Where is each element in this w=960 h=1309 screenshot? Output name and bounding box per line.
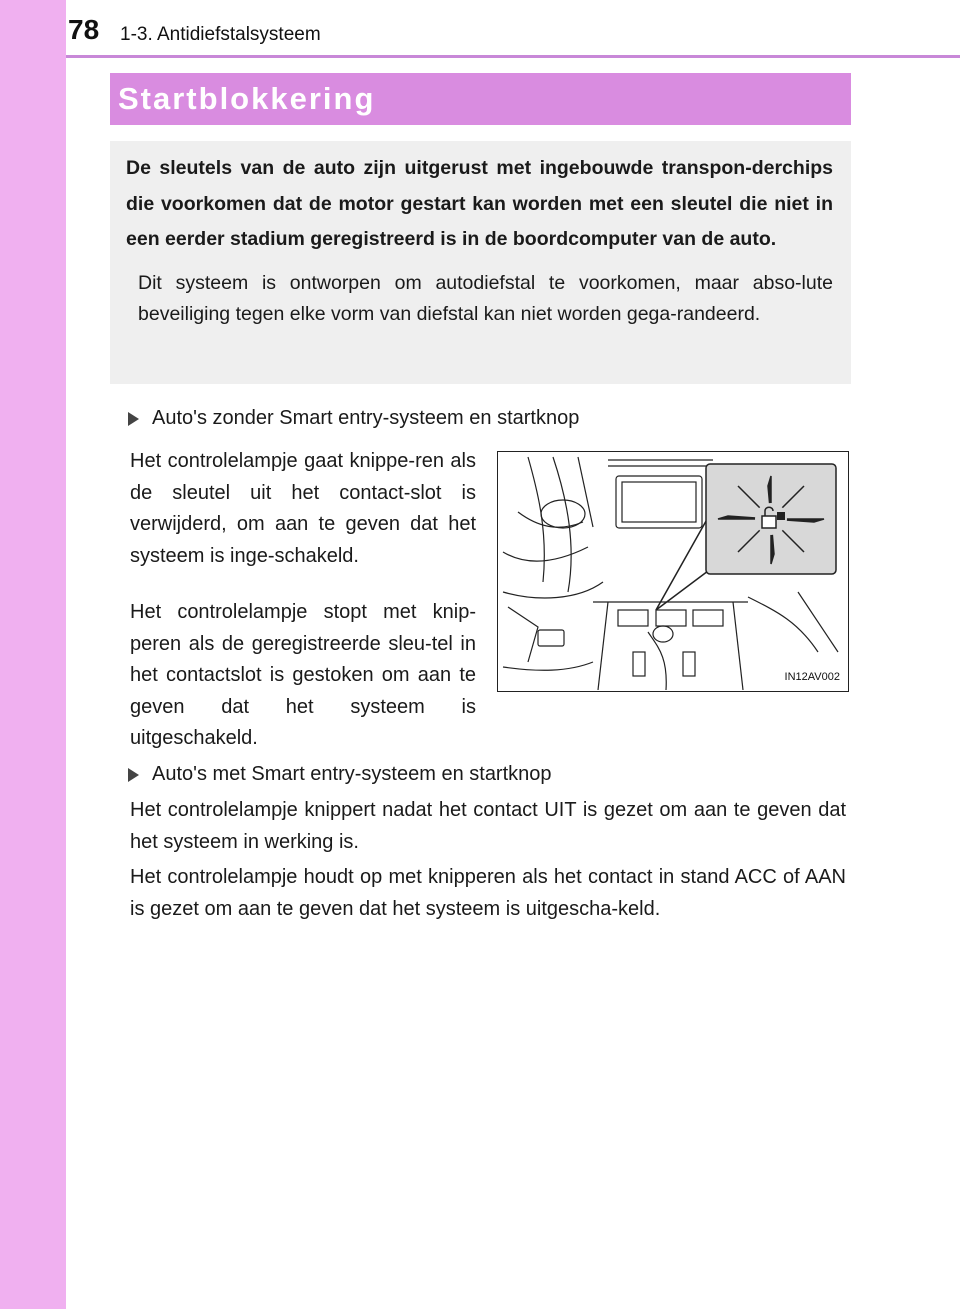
bullet-arrow-icon — [128, 768, 139, 782]
intro-info-box — [110, 141, 851, 384]
dashboard-illustration — [497, 451, 849, 692]
bullet-heading-without-smart-entry — [128, 407, 579, 430]
paragraph-key-inserted: Het controlelampje stopt met knip-peren als de geregistreerde sleu-tel in het contactslot is gestoken om aan te geven dat het systeem is uitgeschakeld. — [130, 601, 476, 749]
paragraph-system-active: Het controlelampje knippert nadat het contact UIT is gezet om aan te geven dat het systeem in werking is. — [130, 799, 846, 853]
bullet-heading-with-smart-entry — [128, 763, 552, 786]
dashboard-drawing — [498, 452, 847, 690]
paragraph-system-deactivated: Het controlelampje houdt op met knipperen als het contact in stand ACC of AAN is gezet om aan te geven dat het systeem is uitgescha-keld. — [130, 866, 846, 920]
page-number: 78 — [68, 14, 100, 45]
intro-bold-text: De sleutels van de auto zijn uitgerust met ingebouwde transpon-derchips die voorkomen dat de motor gestart kan worden met een sleutel die niet in een eerder stadium geregistreerd is in de boordcomputer van de auto. — [126, 157, 833, 250]
bullet-arrow-icon — [128, 412, 139, 426]
chapter-header: 1-3. Antidiefstalsysteem — [120, 24, 321, 45]
intro-note-text: Dit systeem is ontworpen om autodiefstal te voorkomen, maar abso-lute beveiliging tegen elke vorm van diefstal kan niet worden gega-randeerd. — [138, 271, 833, 325]
header-divider — [66, 55, 960, 58]
chapter-side-strip — [0, 0, 66, 1309]
figure-code: IN12AV002 — [784, 671, 840, 683]
bullet-heading-text: Auto's zonder Smart entry-systeem en startknop — [152, 407, 580, 429]
section-title: Startblokkering — [118, 81, 376, 116]
section-title-bar — [110, 73, 851, 125]
paragraph-key-removed: Het controlelampje gaat knippe-ren als de sleutel uit het contact-slot is verwijderd, om aan te geven dat het systeem is inge-schakeld. — [130, 450, 476, 567]
bullet-heading-text: Auto's met Smart entry-systeem en startknop — [152, 763, 552, 785]
